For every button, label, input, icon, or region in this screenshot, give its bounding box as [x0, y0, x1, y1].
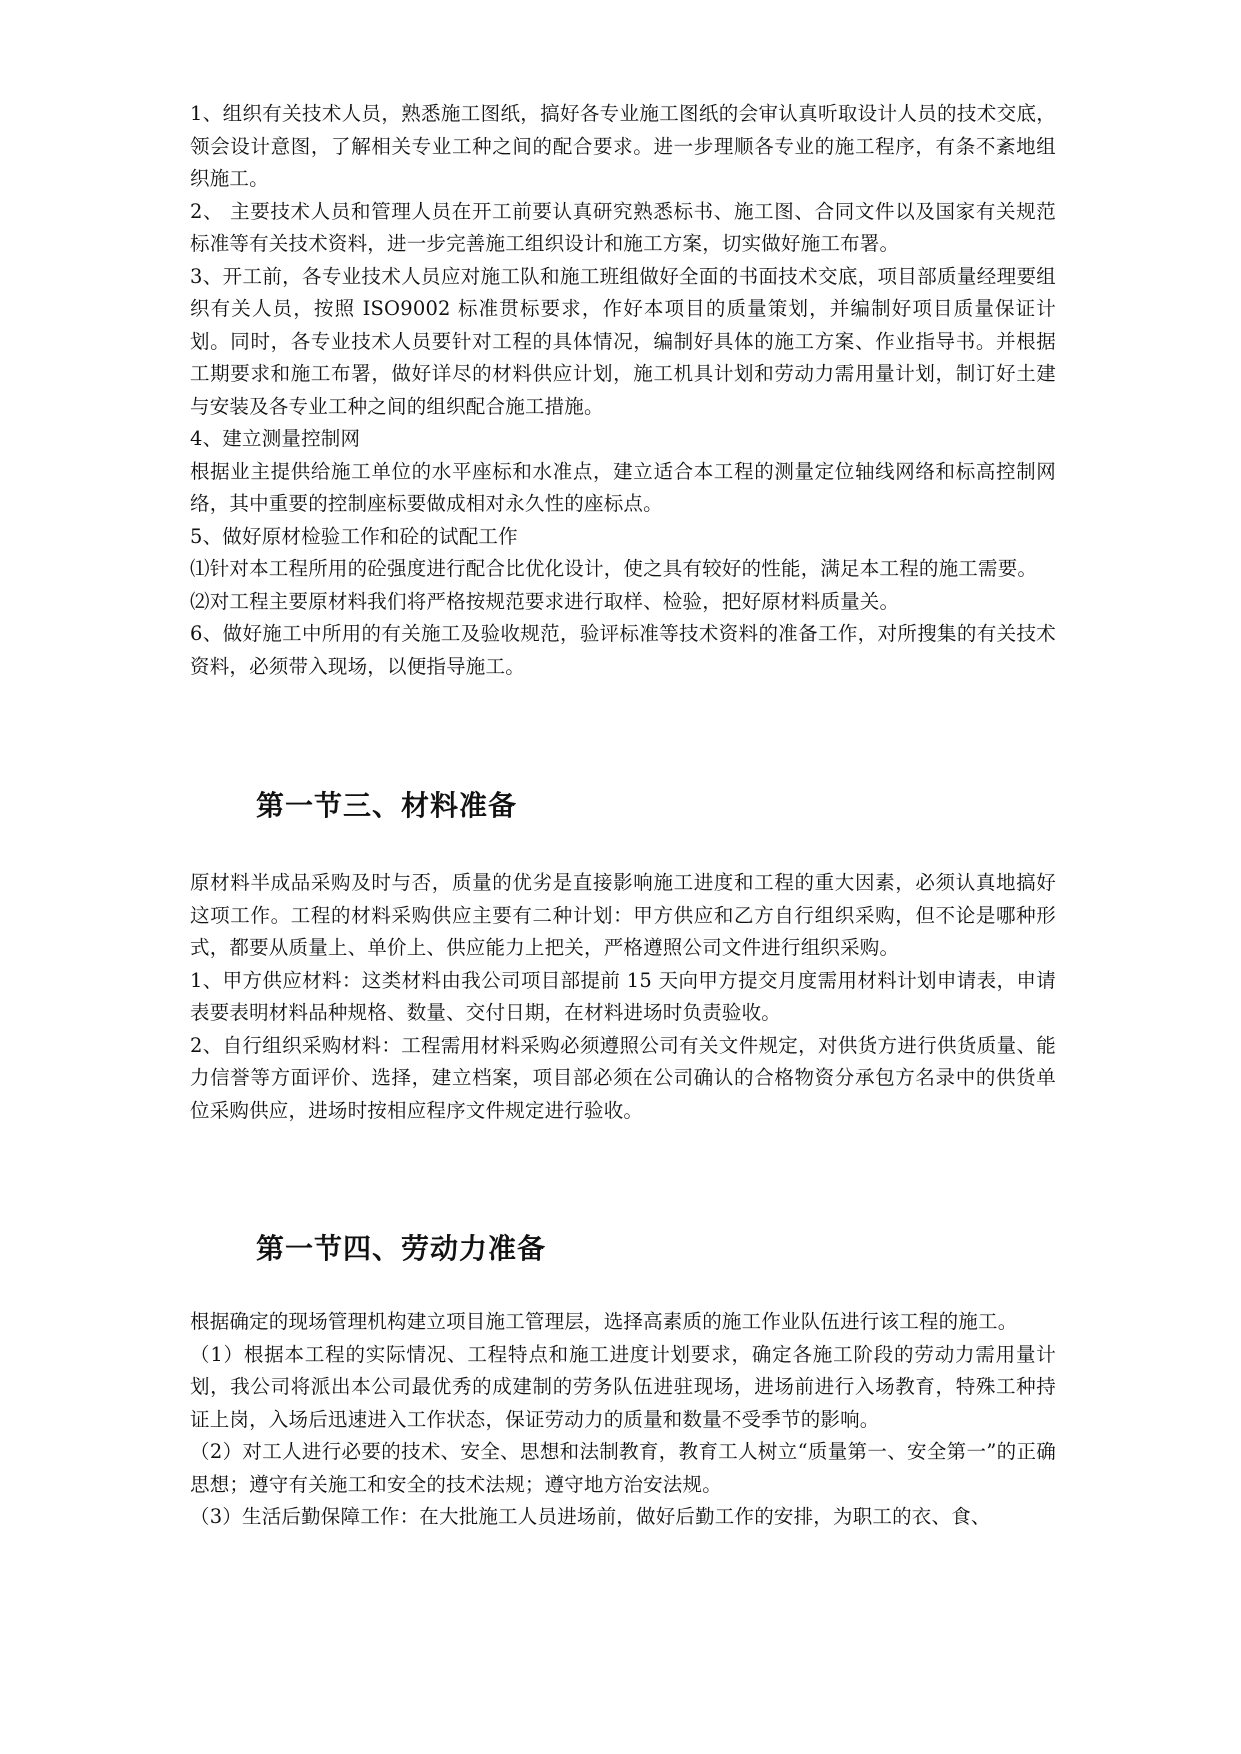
labor-paragraph-intro: 根据确定的现场管理机构建立项目施工管理层，选择高素质的施工作业队伍进行该工程的施工。	[190, 1310, 1018, 1333]
technical-preparation-list	[190, 98, 1056, 683]
labor-paragraph-2: （2）对工人进行必要的技术、安全、思想和法制教育，教育工人树立“质量第一、安全第一”的正确思想；遵守有关施工和安全的技术法规；遵守地方治安法规。	[190, 1440, 1056, 1496]
materials-paragraph-2: 2、自行组织采购材料：工程需用材料采购必须遵照公司有关文件规定，对供货方进行供货质量、能力信誉等方面评价、选择，建立档案，项目部必须在公司确认的合格物资分承包方名录中的供货单位采购供应，进场时按相应程序文件规定进行验收。	[190, 1033, 1056, 1122]
materials-paragraph-intro: 原材料半成品采购及时与否，质量的优劣是直接影响施工进度和工程的重大因素，必须认真地搞好这项工作。工程的材料采购供应主要有二种计划：甲方供应和乙方自行组织采购，但不论是哪种形式，都要从质量上、单价上、供应能力上把关，严格遵照公司文件进行组织采购。	[190, 871, 1056, 959]
prep-item-4-body: 根据业主提供给施工单位的水平座标和水准点，建立适合本工程的测量定位轴线网络和标高控制网络，其中重要的控制座标要做成相对永久性的座标点。	[190, 459, 1056, 515]
prep-item-2: 2、 主要技术人员和管理人员在开工前要认真研究熟悉标书、施工图、合同文件以及国家有关规范标准等有关技术资料，进一步完善施工组织设计和施工方案，切实做好施工布署。	[190, 199, 1056, 255]
prep-item-5-sub-1: ⑴针对本工程所用的砼强度进行配合比优化设计，使之具有较好的性能，满足本工程的施工需要。	[190, 557, 1038, 580]
materials-section-body	[190, 867, 1056, 1127]
prep-item-5-sub-2: ⑵对工程主要原材料我们将严格按规范要求进行取样、检验，把好原材料质量关。	[190, 589, 900, 613]
section-heading-labor: 第一节四、劳动力准备	[256, 1232, 547, 1265]
section-heading-materials: 第一节三、材料准备	[256, 789, 518, 822]
prep-item-1: 1、组织有关技术人员，熟悉施工图纸，搞好各专业施工图纸的会审认真听取设计人员的技术交底，领会设计意图，了解相关专业工种之间的配合要求。进一步理顺各专业的施工程序，有条不紊地组织施工。	[190, 102, 1056, 190]
prep-item-3: 3、开工前，各专业技术人员应对施工队和施工班组做好全面的书面技术交底，项目部质量经理要组织有关人员，按照 ISO9002 标准贯标要求，作好本项目的质量策划，并编制好项目质量保证计划。同时，各专业技术人员要针对工程的具体情况，编制好具体的施工方案、作业指导书。并根据工期要求和施工布署，做好详尽的材料供应计划，施工机具计划和劳动力需用量计划，制订好土建与安装及各专业工种之间的组织配合施工措施。	[190, 264, 1056, 418]
prep-item-4-title: 4、建立测量控制网	[190, 427, 361, 450]
labor-paragraph-1: （1）根据本工程的实际情况、工程特点和施工进度计划要求，确定各施工阶段的劳动力需用量计划，我公司将派出本公司最优秀的成建制的劳务队伍进驻现场，进场前进行入场教育，特殊工种持证上岗，入场后迅速进入工作状态，保证劳动力的质量和数量不受季节的影响。	[190, 1342, 1056, 1431]
prep-item-5-title: 5、做好原材检验工作和砼的试配工作	[190, 524, 518, 548]
labor-paragraph-3: （3）生活后勤保障工作：在大批施工人员进场前，做好后勤工作的安排，为职工的衣、食、	[190, 1505, 991, 1528]
labor-section-body	[190, 1306, 1056, 1534]
materials-paragraph-1: 1、甲方供应材料：这类材料由我公司项目部提前 15 天向甲方提交月度需用材料计划申请表，申请表要表明材料品种规格、数量、交付日期，在材料进场时负责验收。	[190, 968, 1056, 1024]
prep-item-6: 6、做好施工中所用的有关施工及验收规范，验评标准等技术资料的准备工作，对所搜集的有关技术资料，必须带入现场，以便指导施工。	[190, 622, 1056, 678]
